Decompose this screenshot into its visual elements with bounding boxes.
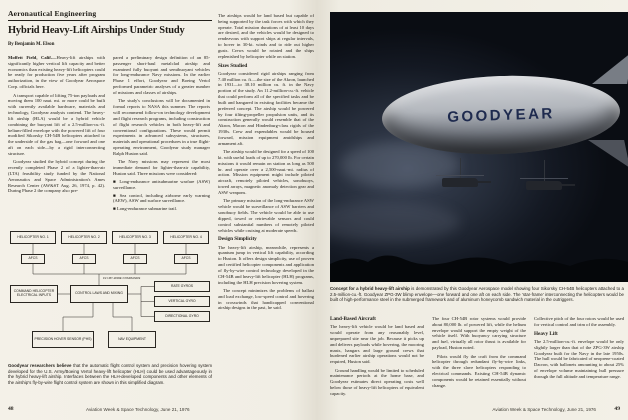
diagram-caption-text: that the automatic flight control system and precision hovering system developed for the U.S. Army/Boeing Vertol heavy-lift helicopter (HLH) could be used advantageously in the hybrid heavy-lift airship. Interfaces between the HLH-developed components and other elements of the airship's fly-by-wire flight control system are shown in this simplified diagram. xyxy=(8,363,212,386)
subheading-land-based: Land-Based Aircraft xyxy=(330,316,376,322)
text-column-3 xyxy=(218,13,314,403)
subheading-heavy-lift: Heavy Lift xyxy=(534,330,558,337)
body-paragraph: Collective pitch of the four rotors would be used for vertical control and trim of the assembly. xyxy=(534,316,624,327)
section-rule xyxy=(8,20,212,21)
text-column-1 xyxy=(8,55,105,223)
footer-left: Aviation Week & Space Technology, June 21, 1976 xyxy=(86,407,190,412)
subheading-design-simplicity: Design Simplicity xyxy=(218,236,257,243)
diagram-caption xyxy=(8,363,212,386)
diagram-box-helicopter-4: HELICOPTER NO. 4 xyxy=(163,231,209,244)
body-paragraph: Ground handling would be limited to scheduled maintenance periods at the home base, and Goodyear estimates direct operating costs well below those of heavy-lift helicopters of equivalent capacity. xyxy=(330,367,424,396)
body-paragraph: The airships would be land based but capable of being supported by the task forces with which they operate. Total mission durations of at least 10 days are desired, and the vehicles would be designed to rendezvous with support ships at regular intervals, to hover in 30-kt. winds and to ride out higher gusts. Crews would be rotated and the ships replenished by helicopter while on station. xyxy=(218,13,314,59)
section-header: Aeronautical Engineering xyxy=(8,9,97,18)
dateline: Moffett Field, Calif.— xyxy=(8,55,57,60)
body-paragraph: The Navy missions may represent the most immediate demand for lighter-than-air capability, Huston said. Three missions were considered: xyxy=(113,159,210,176)
diagram-box-helicopter-2: HELICOPTER NO. 2 xyxy=(61,231,107,244)
diagram-box-afcs-4: AFCS xyxy=(174,254,198,264)
blimp-envelope xyxy=(381,72,622,158)
photo-caption-lead: Concept for a hybrid heavy-lift airship xyxy=(330,286,410,291)
body-paragraph: The 2.5-million-cu.-ft. envelope would be only slightly larger than that of the ZPG-3W airship Goodyear built for the Navy in the late 1950s. The hull would be fabricated of neoprene-coated Dacron, with ballonets amounting to about 25% of envelope volume maintaining hull pressure through the full altitude and temperature range. xyxy=(534,338,624,379)
diagram-caption-lead: Goodyear researchers believe xyxy=(8,363,72,368)
treeline-silhouette xyxy=(330,242,628,282)
body-paragraph: The heavy-lift airship, meanwhile, represents a quantum jump in vertical lift capability, according to Huston. It offers design simplicity, use of proven and certified helicopter components and application of fly-by-wire control technology developed in the CH-54B and heavy-lift helicopter (HLH) programs, including the HLH precision hovering system. xyxy=(218,244,314,285)
airship-photo xyxy=(330,12,628,282)
goodyear-wordmark: GOODYEAR xyxy=(446,104,556,126)
body-paragraph: Goodyear considered rigid airships ranging from 7.40 million cu. ft.—the size of the Akron, launched in 1931—to 38.10 million cu. ft. in the Navy portion of the study. An 11.2-million-cu.-ft. vehicle that could perform all of the specified tasks and be built and hangared in existing facilities became the preferred concept. The airship would be powered by four tilting-propeller propulsion units, and its construction generally would resemble that of the Akron, Macon and Hindenburg-class rigids of the 1930s. Crew and expendables would be housed forward, mission equipment amidships and armament aft. xyxy=(218,70,314,146)
footer-right: Aviation Week & Space Technology, June 21, 1976 xyxy=(492,407,596,412)
diagram-box-afcs-1: AFCS xyxy=(21,254,45,264)
photo-caption xyxy=(330,286,624,303)
helicopter-silhouette xyxy=(442,178,478,187)
diagram-box-afcs-3: AFCS xyxy=(123,254,147,264)
bullet-item: ■ Sea control, including airborne early warning (AEW), ASW and surface surveillance. xyxy=(113,192,210,204)
diagram-box-helicopter-1: HELICOPTER NO. 1 xyxy=(10,231,56,244)
control-system-diagram xyxy=(8,227,212,359)
body-paragraph: The primary mission of the long-endurance ASW vehicle would be surveillance of ASW barriers and sonobuoy fields. The vehicle would be able to use dipped, towed or retrievable sensors and could control substantial numbers of remotely piloted vehicles while cruising at moderate speeds. xyxy=(218,198,314,233)
article-title: Hybrid Heavy-Lift Airships Under Study xyxy=(8,25,185,36)
body-paragraph: A transport capable of lifting 75-ton payloads and moving them 100 naut. mi. or more could be built with currently available hardware, materials and technology, Goodyear analysts contend. The heavy-lift airship (HLA) would be a hybrid vehicle combining the buoyant lift of a 2.5-million-cu.-ft. helium-filled envelope with the powered lift of four modified Sikorsky CH-54B helicopters attached to the underside of the gas bag—one forward and one aft on each side—by a rigid interconnecting structure. xyxy=(8,92,105,156)
text-column-4 xyxy=(330,316,424,403)
diagram-box-vertical-gyro: VERTICAL GYRO xyxy=(154,296,210,307)
body-paragraph: The study's conclusions will be documented in formal reports to NASA this summer. The reports will recommend follow-on technology development and flight research programs, including construction of flight research vehicles in both heavy-lift and conventional configurations. These would permit experiments in advanced subsystems, structures, materials and operational procedures in a true flight-operating environment, Goodyear study manager Ralph Huston said. xyxy=(113,98,210,156)
text-column-5 xyxy=(432,316,526,403)
photo-caption-text: is demonstrated by this Goodyear Aerospace model showing four Sikorsky CH-54B helicopters attached to a 2.5-million-cu.-ft. Goodyear ZPG-3W blimp envelope—one forward and one aft on each side. The 'star-frame' interconnecting the helicopters would be built of high-performance steel in the submerged framework and of aluminum honeycomb sandwich material in the outriggers. xyxy=(330,286,624,303)
diagram-box-nav-equipment: NAV EQUIPMENT xyxy=(108,331,156,348)
diagram-box-afcs-2: AFCS xyxy=(72,254,96,264)
diagram-box-control-laws: CONTROL LAWS AND MIXING xyxy=(70,285,128,303)
page-number-left: 48 xyxy=(8,405,14,412)
body-paragraph: Pilots would fly the craft from the command helicopter through redundant fly-by-wire links, with the three slave helicopters responding to electrical commands. Existing CH-54B dynamic components would be retained essentially without change. xyxy=(432,353,526,388)
bullet-item: ■ Long-endurance antisubmarine warfare (ASW) surveillance. xyxy=(113,179,210,191)
diagram-box-precision-hover-sensor: PRECISION HOVER SENSOR (PHS) xyxy=(32,331,94,348)
diagram-box-command-inputs: COMMAND HELICOPTER ELECTRICAL INPUTS xyxy=(10,285,58,303)
star-frame-strut xyxy=(460,158,461,180)
subheading-sizes-studied: Sizes Studied xyxy=(218,62,248,69)
text-column-6 xyxy=(534,316,624,403)
body-paragraph: The heavy-lift vehicle would be land based and would operate from any reasonably level, unprepared site near the job. Because it picks up and delivers payloads while hovering, the mooring masts, hangars and large ground crews that burdened earlier airship operations would not be required, Huston said. xyxy=(330,324,424,365)
helicopter-silhouette xyxy=(526,181,562,190)
body-paragraph: The airship would be designed for a speed of 100 kt. with useful loads of up to 270,000 lb. For certain missions it would remain on station as long as 500 hr. and operate over a 2,500-naut.-mi. radius of action. Mission equipment might include piloted aircraft, remotely piloted vehicles, sonobuoys, towed arrays, magnetic anomaly detection gear and ASW weapons. xyxy=(218,149,314,195)
text-column-2 xyxy=(113,55,210,223)
diagram-box-rate-gyros: RATE GYROS xyxy=(154,281,210,292)
body-paragraph: The four CH-54B rotor systems would provide about 80,000 lb. of powered lift, while the helium envelope would support the empty weight of the vehicle itself. With buoyancy carrying structure and fuel, virtually all rotor thrust is available for payload, Huston noted. xyxy=(432,316,526,351)
tail-fin-lower xyxy=(588,140,628,168)
body-paragraph: pared a preliminary design definition of an 85-passenger short-haul metalclad airship and examined fully buoyant and semibuoyant vehicles for long-endurance Navy missions. In the earlier Phase 1 effort, Goodyear and Boeing Vertol performed parametric analyses of a greater number of missions and classes of airships. xyxy=(113,55,210,95)
tail-fin-upper xyxy=(592,52,628,84)
page-number-right: 49 xyxy=(614,405,620,412)
diagram-box-directional-gyro: DIRECTIONAL GYRO xyxy=(154,311,210,322)
body-paragraph: Heavy-lift airships with significantly higher vertical lift capacity and better economics than existing heavy-lift helicopters could be ready for production five years after program authorization, in the view of Goodyear Aerospace Corp. officials here. xyxy=(8,55,105,90)
article-byline: By Benjamin M. Elson xyxy=(8,42,55,47)
bullet-item: ■ Long-endurance submarine trail. xyxy=(113,205,178,211)
cloud-shape xyxy=(330,202,460,242)
diagram-box-helicopter-3: HELICOPTER NO. 3 xyxy=(112,231,158,244)
body-paragraph: The concept minimizes the problems of ballast and load exchange, low-speed control and hovering in crosswinds that handicapped conventional airship designs in the past, he said. xyxy=(218,287,314,311)
fly-by-wire-label: FLY-BY-WIRE COMMANDS xyxy=(103,275,141,280)
body-paragraph: Goodyear studied the hybrid concept during the recently completed Phase 2 of a lighter-than-air (LTA) feasibility study funded by the National Aeronautics and Space Administration's Ames Research Center (AW&ST Aug. 26, 1974, p. 42). During Phase 2 the company also pre- xyxy=(8,159,105,194)
